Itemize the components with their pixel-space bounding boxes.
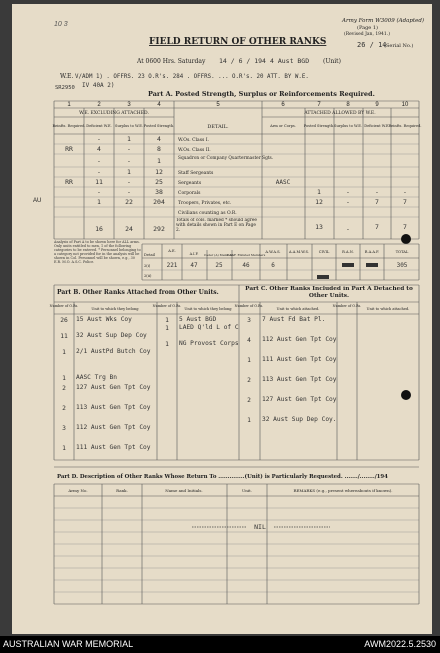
cell-surplus: 1 [127, 135, 131, 143]
col-number: 2 [97, 102, 101, 108]
number-of-ors: 1 [247, 417, 251, 424]
unit-attached-from: 2/1 AustPd Butch Coy [76, 348, 151, 355]
analysis-row-label: 2(ii) [144, 274, 152, 278]
part-d-table [54, 484, 419, 604]
analysis-header: A.W.A.S. [265, 250, 281, 254]
col-number: 6 [281, 102, 285, 108]
group-header-we: W.E. EXCLUDING ATTACHED. [79, 111, 149, 116]
analysis-header: A.I.F. [189, 252, 199, 256]
cell-deficient-att: - [375, 188, 379, 196]
analysis-header: Cader (A) Members [204, 253, 234, 257]
part-c-row [247, 356, 337, 372]
part-b-header: Unit to which they belong [91, 307, 139, 311]
cell-surplus-att: - [346, 225, 350, 233]
archive-caption-bar [0, 636, 440, 653]
row-detail: Troopers, Privates, etc. [178, 201, 232, 206]
row-detail: Staff Sergeants [178, 171, 214, 176]
col-number: 9 [375, 102, 379, 108]
cell-surplus-att: - [346, 198, 350, 206]
part-c-title: Part C. Other Ranks Included in Part A Detached to Other Units. [245, 286, 413, 299]
form-reference: Army Form W3009 (Adapted) [342, 18, 425, 24]
cell-deficient: 11 [95, 178, 103, 186]
analysis-value: 6 [271, 262, 275, 269]
page-reference: (Page 1) [357, 25, 378, 31]
analysis-value: 46 [242, 262, 250, 269]
stamp-number: SR2950 [55, 85, 75, 91]
part-c-row [247, 336, 337, 352]
row-detail: Squadron or Company Quartermaster Sgts. [178, 156, 274, 161]
cell-posted: 204 [153, 198, 165, 206]
analysis-header: TOTAL [395, 250, 409, 254]
number-of-ors: 11 [60, 333, 68, 340]
cell-surplus-att: - [346, 188, 350, 196]
part-c-row [247, 416, 337, 432]
cell-arm-or-corps: AASC [275, 179, 291, 186]
unit-attached-from: 112 Aust Gen Tpt Coy [76, 424, 151, 431]
cell-deficient: 16 [95, 225, 103, 233]
part-d-header: Name and Initials. [165, 488, 203, 493]
number-of-ors: 1 [62, 375, 66, 382]
cell-surplus: - [127, 145, 131, 153]
unit-detached-to: 112 Aust Gen Tpt Coy [262, 336, 337, 343]
cell-reinforcements-att: 7 [403, 223, 407, 231]
part-c-row [247, 316, 337, 332]
at-hours-label: At 0600 Hrs. Saturday [137, 58, 206, 65]
form-title: FIELD RETURN OF OTHER RANKS [149, 37, 327, 47]
analysis-header: C.M.F. Enlisted Members [226, 253, 266, 257]
number-of-ors: 1 [62, 445, 66, 452]
part-d-header: Rank. [116, 488, 128, 493]
we-strength-line: V/ADM 1) . OFFRS. 23 O.R's. 284 . OFFRS. ... O.R's. 20 ATT. BY W.E. [75, 74, 309, 80]
cell-deficient: - [97, 135, 101, 143]
cell-reinforcements: RR [65, 145, 73, 153]
part-b-row [62, 424, 156, 440]
part-b-row [62, 374, 156, 384]
analysis-row-label: 2(i) [144, 264, 151, 268]
cell-posted: 12 [155, 168, 163, 176]
we-number: IV 40A 2) [82, 82, 115, 89]
number-of-ors: 1 [247, 357, 251, 364]
part-c-header: Number of O.Rs. [234, 304, 264, 308]
unit-detached-to: 111 Aust Gen Tpt Coy [262, 356, 337, 363]
unit-attached-from: 15 Aust Wks Coy [76, 316, 132, 323]
number-of-ors: 4 [247, 337, 251, 344]
header-posted-strength: Posted Strength. [143, 124, 175, 128]
part-c-header: Number of O.Rs. [332, 304, 362, 308]
cell-deficient: - [97, 188, 101, 196]
part-a-row [65, 145, 211, 153]
row-detail: Sergeants [178, 181, 202, 186]
cell-posted: 292 [153, 225, 165, 233]
part-c-header: Unit to which attached. [276, 307, 320, 311]
analysis-value: 47 [190, 262, 198, 269]
part-a-row [178, 210, 237, 216]
part-a-totals-row [95, 218, 407, 239]
analysis-header: A.A.M.W.S. [289, 250, 309, 254]
part-b-row [62, 384, 156, 400]
col-number: 5 [216, 102, 220, 108]
unit-detached-to: 32 Aust Sup Dep Coy. [262, 416, 337, 423]
punch-hole [401, 390, 411, 400]
analysis-header: R.A.A.F. [364, 250, 380, 254]
part-d-header: Army No. [68, 488, 88, 493]
cell-surplus: 24 [125, 225, 133, 233]
analysis-header: A.E. [168, 249, 176, 253]
part-b-header: Unit to which they belong [184, 307, 232, 311]
part-c-row [247, 396, 337, 412]
unit-attached-from: NG Provost Corps [179, 340, 239, 347]
analysis-total: 305 [396, 262, 408, 269]
number-of-ors: 2 [247, 397, 251, 404]
part-a-row [97, 156, 273, 165]
censor-mark [342, 263, 354, 267]
cell-deficient-att: 7 [375, 223, 379, 231]
row-detail: W.Os. Class II. [178, 148, 211, 153]
row-detail: Corporals [178, 191, 201, 196]
col-number: 10 [401, 102, 409, 108]
number-of-ors: 2 [247, 377, 251, 384]
part-b-row [62, 404, 156, 420]
unit-attached-from: AASC Trg Bn [76, 374, 117, 381]
we-label: W.E. [60, 73, 74, 80]
cell-posted: 38 [155, 188, 163, 196]
detail-header: DETAIL. [207, 124, 229, 130]
cell-deficient: 4 [97, 145, 101, 153]
archive-name: AUSTRALIAN WAR MEMORIAL [3, 639, 134, 649]
part-d-title: Part D. Description of Other Ranks Whose Return To ..............(Unit) is Particularly Requested. ......./......../194 [57, 474, 388, 480]
number-of-ors: 3 [247, 317, 251, 324]
catalogue-number: AWM2022.5.2530 [364, 639, 436, 649]
number-of-ors: 26 [60, 317, 68, 324]
unit-detached-to: 7 Aust Fd Bat Pl. [262, 316, 326, 323]
censor-mark [366, 263, 378, 267]
cell-posted: 25 [155, 178, 163, 186]
unit-attached-from: 32 Aust Sup Dep Coy [76, 332, 147, 339]
cell-surplus: 1 [127, 168, 131, 176]
analysis-value: 221 [166, 262, 178, 269]
header-surplus: Surplus to W.E. [115, 124, 143, 128]
col-number: 8 [346, 102, 350, 108]
form-sheet [12, 4, 432, 634]
censor-mark [317, 275, 329, 279]
margin-note: AU [33, 198, 42, 204]
unit-attached-from: 127 Aust Gen Tpt Coy [76, 384, 151, 391]
number-of-ors: 1 [62, 349, 66, 356]
number-of-ors: 2 [62, 405, 66, 412]
cell-posted: 4 [157, 135, 161, 143]
part-a-row [97, 168, 214, 176]
part-a-title: Part A. Posted Strength, Surplus or Reinforcements Required. [148, 90, 375, 98]
unit-detached-to: 127 Aust Gen Tpt Coy [262, 396, 337, 403]
unit-attached-from: 111 Aust Gen Tpt Coy [76, 444, 151, 451]
unit-name: 4 Aust BGD [270, 57, 310, 65]
header-posted-strength-att: Posted Strength. [303, 124, 335, 128]
group-header-attached: ATTACHED ALLOWED BY W.E. [304, 111, 376, 116]
col-number: 7 [317, 102, 321, 108]
header-reinforcements-required: Reinfts. Required. [52, 124, 86, 128]
part-a-row [97, 198, 407, 206]
analysis-row-label: Detail [144, 253, 155, 257]
number-of-ors: 1 [165, 341, 169, 348]
part-d-header: Unit. [241, 488, 253, 493]
number-of-ors: 2 [62, 385, 66, 392]
nil-entry: NIL [254, 523, 266, 531]
unit-attached-from: 113 Aust Gen Tpt Coy [76, 404, 151, 411]
cell-reinforcements-att: 7 [403, 198, 407, 206]
cell-posted-att: 13 [315, 223, 323, 231]
part-b-title: Part B. Other Ranks Attached from Other Units. [57, 289, 219, 296]
part-c-header: Unit to which attached. [366, 307, 410, 311]
row-detail: Civilians counting as O.R. [178, 211, 237, 216]
serial-label: (Serial No.) [384, 43, 414, 49]
number-of-ors: 3 [62, 425, 66, 432]
number-of-ors: 1 [165, 317, 169, 324]
header-deficient: Deficient W.E. [86, 124, 112, 128]
return-date: 14 / 6 / 194 [219, 57, 266, 65]
cell-deficient: - [97, 168, 101, 176]
part-a-row [65, 178, 291, 186]
number-of-ors: 1 [165, 325, 169, 332]
cell-deficient: 1 [97, 198, 101, 206]
cell-reinforcements: RR [65, 178, 73, 186]
col-number: 1 [67, 102, 71, 108]
pencil-mark: 10 3 [54, 21, 68, 28]
header-arm-or-corps: Arm or Corps. [270, 124, 296, 128]
form-page [12, 4, 432, 634]
cell-posted: 1 [157, 157, 161, 165]
header-deficient-att: Deficient W.E. [364, 124, 390, 128]
part-b-header: Number of O.Rs. [49, 304, 79, 308]
revision-note: (Revised Jan, 1941.) [344, 32, 390, 37]
col-number: 3 [127, 102, 131, 108]
part-b-header: Number of O.Rs. [152, 304, 182, 308]
row-detail: Totals of cols. marked * should agree with details shown in Part E on Page 2. [176, 218, 257, 233]
col-number: 4 [157, 102, 161, 108]
cell-deficient-att: 7 [375, 198, 379, 206]
cell-posted-att: 12 [315, 198, 323, 206]
cell-surplus: 22 [125, 198, 133, 206]
unit-attached-from: LAED Q'ld L of C [179, 324, 239, 331]
unit-attached-from: 5 Aust BGD [179, 316, 217, 323]
part-b-row [62, 444, 156, 460]
header-surplus-att: Surplus to W.E. [334, 124, 362, 128]
part-c-row [247, 376, 337, 392]
punch-hole [401, 234, 411, 244]
analysis-header: R.A.N. [342, 250, 354, 254]
row-detail: W.Os. Class I. [178, 138, 209, 143]
part-a-row [97, 188, 407, 196]
unit-label: (Unit) [323, 58, 341, 65]
analysis-value: 25 [215, 262, 223, 269]
cell-posted-att: 1 [317, 188, 321, 196]
cell-surplus: - [127, 188, 131, 196]
cell-reinforcements-att: - [403, 188, 407, 196]
unit-detached-to: 113 Aust Gen Tpt Coy [262, 376, 337, 383]
serial-number: 26 / 14 [357, 41, 387, 49]
cell-surplus: - [127, 157, 131, 165]
cell-posted: 8 [157, 145, 161, 153]
cell-deficient: - [97, 157, 101, 165]
part-d-header: REMARKS (e.g., present whereabouts if known). [293, 488, 393, 493]
header-reinforcements-att: Reinfts. Required. [388, 124, 422, 128]
analysis-header: CIVIL [318, 250, 330, 254]
cell-surplus: - [127, 178, 131, 186]
analysis-note: Analysis of Part A to be shown here for ALL arms. Only units entitled to men, 1 of the following categories to be entered. * Personnel belonging to a category not provided for in the analysis will be shown in Col. Personnel will be shown, e.g., 30 E.R. M.O. A.S.C. Police. [54, 240, 141, 264]
